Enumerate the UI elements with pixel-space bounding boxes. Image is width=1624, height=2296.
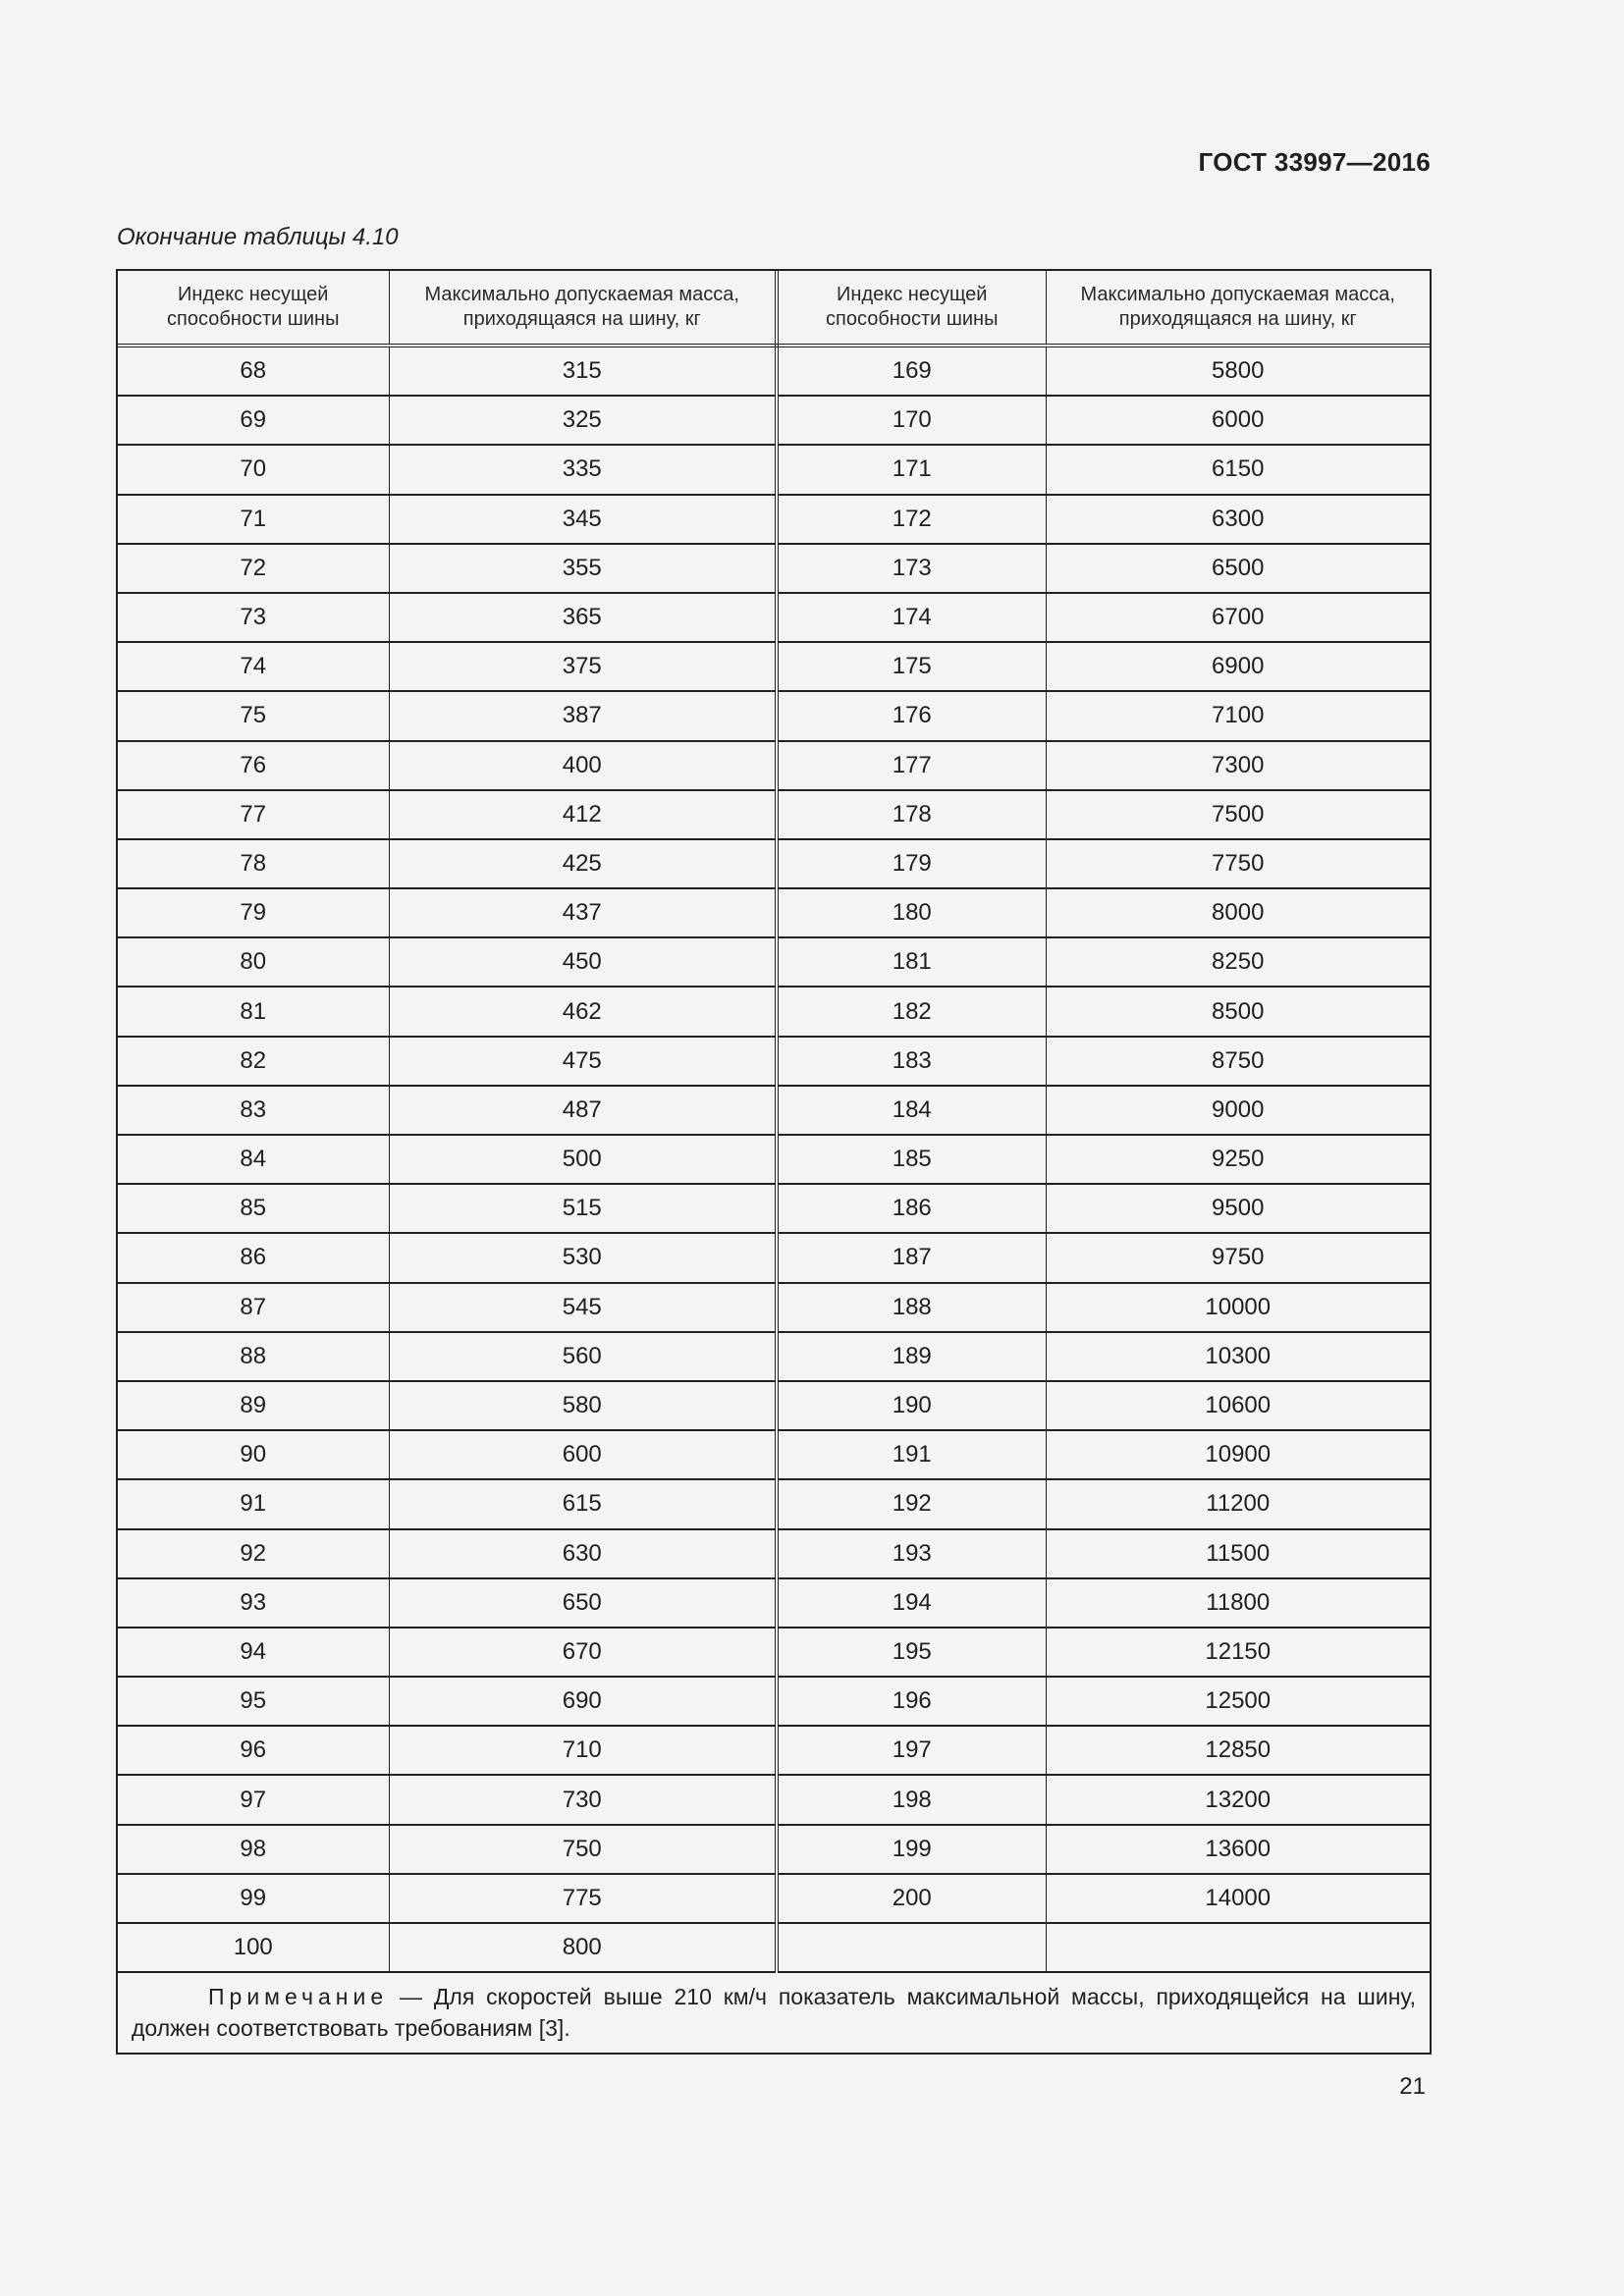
table-caption: Окончание таблицы 4.10: [117, 224, 399, 250]
load-index-cell: 198: [777, 1775, 1046, 1824]
table-row: [118, 346, 1430, 396]
load-index-cell: 176: [777, 691, 1046, 740]
max-mass-cell: 11500: [1046, 1529, 1430, 1578]
load-index-cell: 195: [777, 1628, 1046, 1677]
max-mass-cell: 545: [389, 1283, 777, 1332]
table-row: [118, 1923, 1430, 1972]
max-mass-cell: 450: [389, 937, 777, 987]
max-mass-cell: 5800: [1046, 346, 1430, 396]
column-header-load-index-right: Индекс несущей способности шины: [777, 271, 1046, 346]
table-row: [118, 1283, 1430, 1332]
max-mass-cell: 437: [389, 888, 777, 937]
load-index-cell: 187: [777, 1233, 1046, 1282]
load-index-cell: 192: [777, 1479, 1046, 1528]
load-index-cell: 199: [777, 1825, 1046, 1874]
max-mass-cell: 7300: [1046, 741, 1430, 790]
max-mass-cell: [1046, 1923, 1430, 1972]
table-row: [118, 1726, 1430, 1775]
table-row: [118, 691, 1430, 740]
load-index-cell: 185: [777, 1135, 1046, 1184]
load-index-cell: 93: [118, 1578, 389, 1628]
load-index-cell: 177: [777, 741, 1046, 790]
max-mass-cell: 9500: [1046, 1184, 1430, 1233]
max-mass-cell: 750: [389, 1825, 777, 1874]
load-index-table-grid: [118, 271, 1430, 2053]
max-mass-cell: 6500: [1046, 544, 1430, 593]
load-index-cell: 90: [118, 1430, 389, 1479]
max-mass-cell: 10600: [1046, 1381, 1430, 1430]
load-index-cell: 74: [118, 642, 389, 691]
max-mass-cell: 11200: [1046, 1479, 1430, 1528]
table-header-row: [118, 271, 1430, 346]
table-row: [118, 1677, 1430, 1726]
table-row: [118, 1184, 1430, 1233]
max-mass-cell: 12150: [1046, 1628, 1430, 1677]
table-row: [118, 839, 1430, 888]
load-index-cell: 190: [777, 1381, 1046, 1430]
max-mass-cell: 6150: [1046, 445, 1430, 494]
max-mass-cell: 365: [389, 593, 777, 642]
table-row: [118, 1233, 1430, 1282]
table-row: [118, 937, 1430, 987]
load-index-cell: 186: [777, 1184, 1046, 1233]
max-mass-cell: 710: [389, 1726, 777, 1775]
load-index-cell: 94: [118, 1628, 389, 1677]
max-mass-cell: 6900: [1046, 642, 1430, 691]
max-mass-cell: 630: [389, 1529, 777, 1578]
load-index-cell: 181: [777, 937, 1046, 987]
max-mass-cell: 345: [389, 495, 777, 544]
table-row: [118, 1381, 1430, 1430]
max-mass-cell: 7500: [1046, 790, 1430, 839]
load-index-table: [116, 269, 1432, 2055]
column-header-load-index-left: Индекс несущей способности шины: [118, 271, 389, 346]
load-index-cell: 69: [118, 396, 389, 445]
load-index-cell: 83: [118, 1086, 389, 1135]
max-mass-cell: 515: [389, 1184, 777, 1233]
max-mass-cell: 487: [389, 1086, 777, 1135]
load-index-cell: 194: [777, 1578, 1046, 1628]
load-index-cell: 71: [118, 495, 389, 544]
max-mass-cell: 800: [389, 1923, 777, 1972]
max-mass-cell: 400: [389, 741, 777, 790]
table-row: [118, 987, 1430, 1036]
load-index-cell: 95: [118, 1677, 389, 1726]
load-index-cell: 87: [118, 1283, 389, 1332]
max-mass-cell: 9250: [1046, 1135, 1430, 1184]
load-index-cell: 81: [118, 987, 389, 1036]
load-index-cell: 76: [118, 741, 389, 790]
max-mass-cell: 6300: [1046, 495, 1430, 544]
max-mass-cell: 775: [389, 1874, 777, 1923]
document-code: ГОСТ 33997—2016: [1198, 147, 1431, 177]
max-mass-cell: 8250: [1046, 937, 1430, 987]
load-index-cell: 84: [118, 1135, 389, 1184]
load-index-cell: 78: [118, 839, 389, 888]
load-index-cell: 68: [118, 346, 389, 396]
table-row: [118, 593, 1430, 642]
load-index-cell: 96: [118, 1726, 389, 1775]
max-mass-cell: 387: [389, 691, 777, 740]
load-index-cell: 188: [777, 1283, 1046, 1332]
max-mass-cell: 355: [389, 544, 777, 593]
max-mass-cell: 315: [389, 346, 777, 396]
table-row: [118, 1775, 1430, 1824]
load-index-cell: 85: [118, 1184, 389, 1233]
load-index-cell: 178: [777, 790, 1046, 839]
table-row: [118, 544, 1430, 593]
page-number: 21: [1399, 2073, 1426, 2100]
load-index-cell: 82: [118, 1037, 389, 1086]
load-index-cell: 79: [118, 888, 389, 937]
load-index-cell: 200: [777, 1874, 1046, 1923]
load-index-cell: 193: [777, 1529, 1046, 1578]
max-mass-cell: 13200: [1046, 1775, 1430, 1824]
load-index-cell: 175: [777, 642, 1046, 691]
load-index-cell: 77: [118, 790, 389, 839]
max-mass-cell: 8500: [1046, 987, 1430, 1036]
column-header-max-mass-left: Максимально допускаемая масса, приходящаяся на шину, кг: [389, 271, 777, 346]
table-row: [118, 1529, 1430, 1578]
load-index-cell: 172: [777, 495, 1046, 544]
load-index-cell: 169: [777, 346, 1046, 396]
max-mass-cell: 9000: [1046, 1086, 1430, 1135]
column-header-max-mass-right: Максимально допускаемая масса, приходящаяся на шину, кг: [1046, 271, 1430, 346]
max-mass-cell: 10900: [1046, 1430, 1430, 1479]
load-index-cell: 72: [118, 544, 389, 593]
table-row: [118, 1430, 1430, 1479]
max-mass-cell: 325: [389, 396, 777, 445]
load-index-cell: 88: [118, 1332, 389, 1381]
load-index-cell: 100: [118, 1923, 389, 1972]
max-mass-cell: 6000: [1046, 396, 1430, 445]
max-mass-cell: 9750: [1046, 1233, 1430, 1282]
max-mass-cell: 10000: [1046, 1283, 1430, 1332]
max-mass-cell: 560: [389, 1332, 777, 1381]
table-row: [118, 1825, 1430, 1874]
load-index-cell: 70: [118, 445, 389, 494]
max-mass-cell: 462: [389, 987, 777, 1036]
max-mass-cell: 8000: [1046, 888, 1430, 937]
table-note: [118, 1972, 1430, 2053]
max-mass-cell: 13600: [1046, 1825, 1430, 1874]
load-index-cell: 183: [777, 1037, 1046, 1086]
load-index-cell: 197: [777, 1726, 1046, 1775]
max-mass-cell: 12850: [1046, 1726, 1430, 1775]
load-index-cell: 171: [777, 445, 1046, 494]
load-index-cell: 196: [777, 1677, 1046, 1726]
table-row: [118, 495, 1430, 544]
load-index-cell: 184: [777, 1086, 1046, 1135]
max-mass-cell: 8750: [1046, 1037, 1430, 1086]
max-mass-cell: 14000: [1046, 1874, 1430, 1923]
load-index-cell: 99: [118, 1874, 389, 1923]
max-mass-cell: 650: [389, 1578, 777, 1628]
max-mass-cell: 600: [389, 1430, 777, 1479]
load-index-cell: 80: [118, 937, 389, 987]
table-row: [118, 642, 1430, 691]
load-index-cell: 170: [777, 396, 1046, 445]
max-mass-cell: 530: [389, 1233, 777, 1282]
table-note-row: [118, 1972, 1430, 2053]
max-mass-cell: 475: [389, 1037, 777, 1086]
max-mass-cell: 412: [389, 790, 777, 839]
max-mass-cell: 7100: [1046, 691, 1430, 740]
table-row: [118, 1628, 1430, 1677]
max-mass-cell: 335: [389, 445, 777, 494]
max-mass-cell: 690: [389, 1677, 777, 1726]
max-mass-cell: 6700: [1046, 593, 1430, 642]
load-index-cell: 97: [118, 1775, 389, 1824]
load-index-cell: 191: [777, 1430, 1046, 1479]
load-index-cell: 75: [118, 691, 389, 740]
table-row: [118, 445, 1430, 494]
max-mass-cell: 730: [389, 1775, 777, 1824]
max-mass-cell: 11800: [1046, 1578, 1430, 1628]
max-mass-cell: 375: [389, 642, 777, 691]
table-row: [118, 888, 1430, 937]
load-index-cell: 179: [777, 839, 1046, 888]
max-mass-cell: 12500: [1046, 1677, 1430, 1726]
load-index-cell: 173: [777, 544, 1046, 593]
load-index-cell: 73: [118, 593, 389, 642]
table-body: [118, 346, 1430, 1972]
table-row: [118, 790, 1430, 839]
table-row: [118, 396, 1430, 445]
max-mass-cell: 615: [389, 1479, 777, 1528]
max-mass-cell: 670: [389, 1628, 777, 1677]
table-row: [118, 1874, 1430, 1923]
table-row: [118, 1479, 1430, 1528]
max-mass-cell: 580: [389, 1381, 777, 1430]
load-index-cell: 189: [777, 1332, 1046, 1381]
load-index-cell: 182: [777, 987, 1046, 1036]
note-prefix: Примечание: [208, 1984, 389, 2010]
table-row: [118, 741, 1430, 790]
max-mass-cell: 500: [389, 1135, 777, 1184]
max-mass-cell: 10300: [1046, 1332, 1430, 1381]
load-index-cell: 86: [118, 1233, 389, 1282]
max-mass-cell: 7750: [1046, 839, 1430, 888]
load-index-cell: 89: [118, 1381, 389, 1430]
load-index-cell: 91: [118, 1479, 389, 1528]
load-index-cell: 180: [777, 888, 1046, 937]
note-text: — Для скоростей выше 210 км/ч показатель максимальной массы, приходящейся на шину, должен соответствовать требованиям [3].: [132, 1984, 1416, 2042]
load-index-cell: 98: [118, 1825, 389, 1874]
table-row: [118, 1578, 1430, 1628]
table-row: [118, 1135, 1430, 1184]
load-index-cell: [777, 1923, 1046, 1972]
load-index-cell: 92: [118, 1529, 389, 1578]
load-index-cell: 174: [777, 593, 1046, 642]
table-row: [118, 1086, 1430, 1135]
table-row: [118, 1037, 1430, 1086]
table-row: [118, 1332, 1430, 1381]
max-mass-cell: 425: [389, 839, 777, 888]
